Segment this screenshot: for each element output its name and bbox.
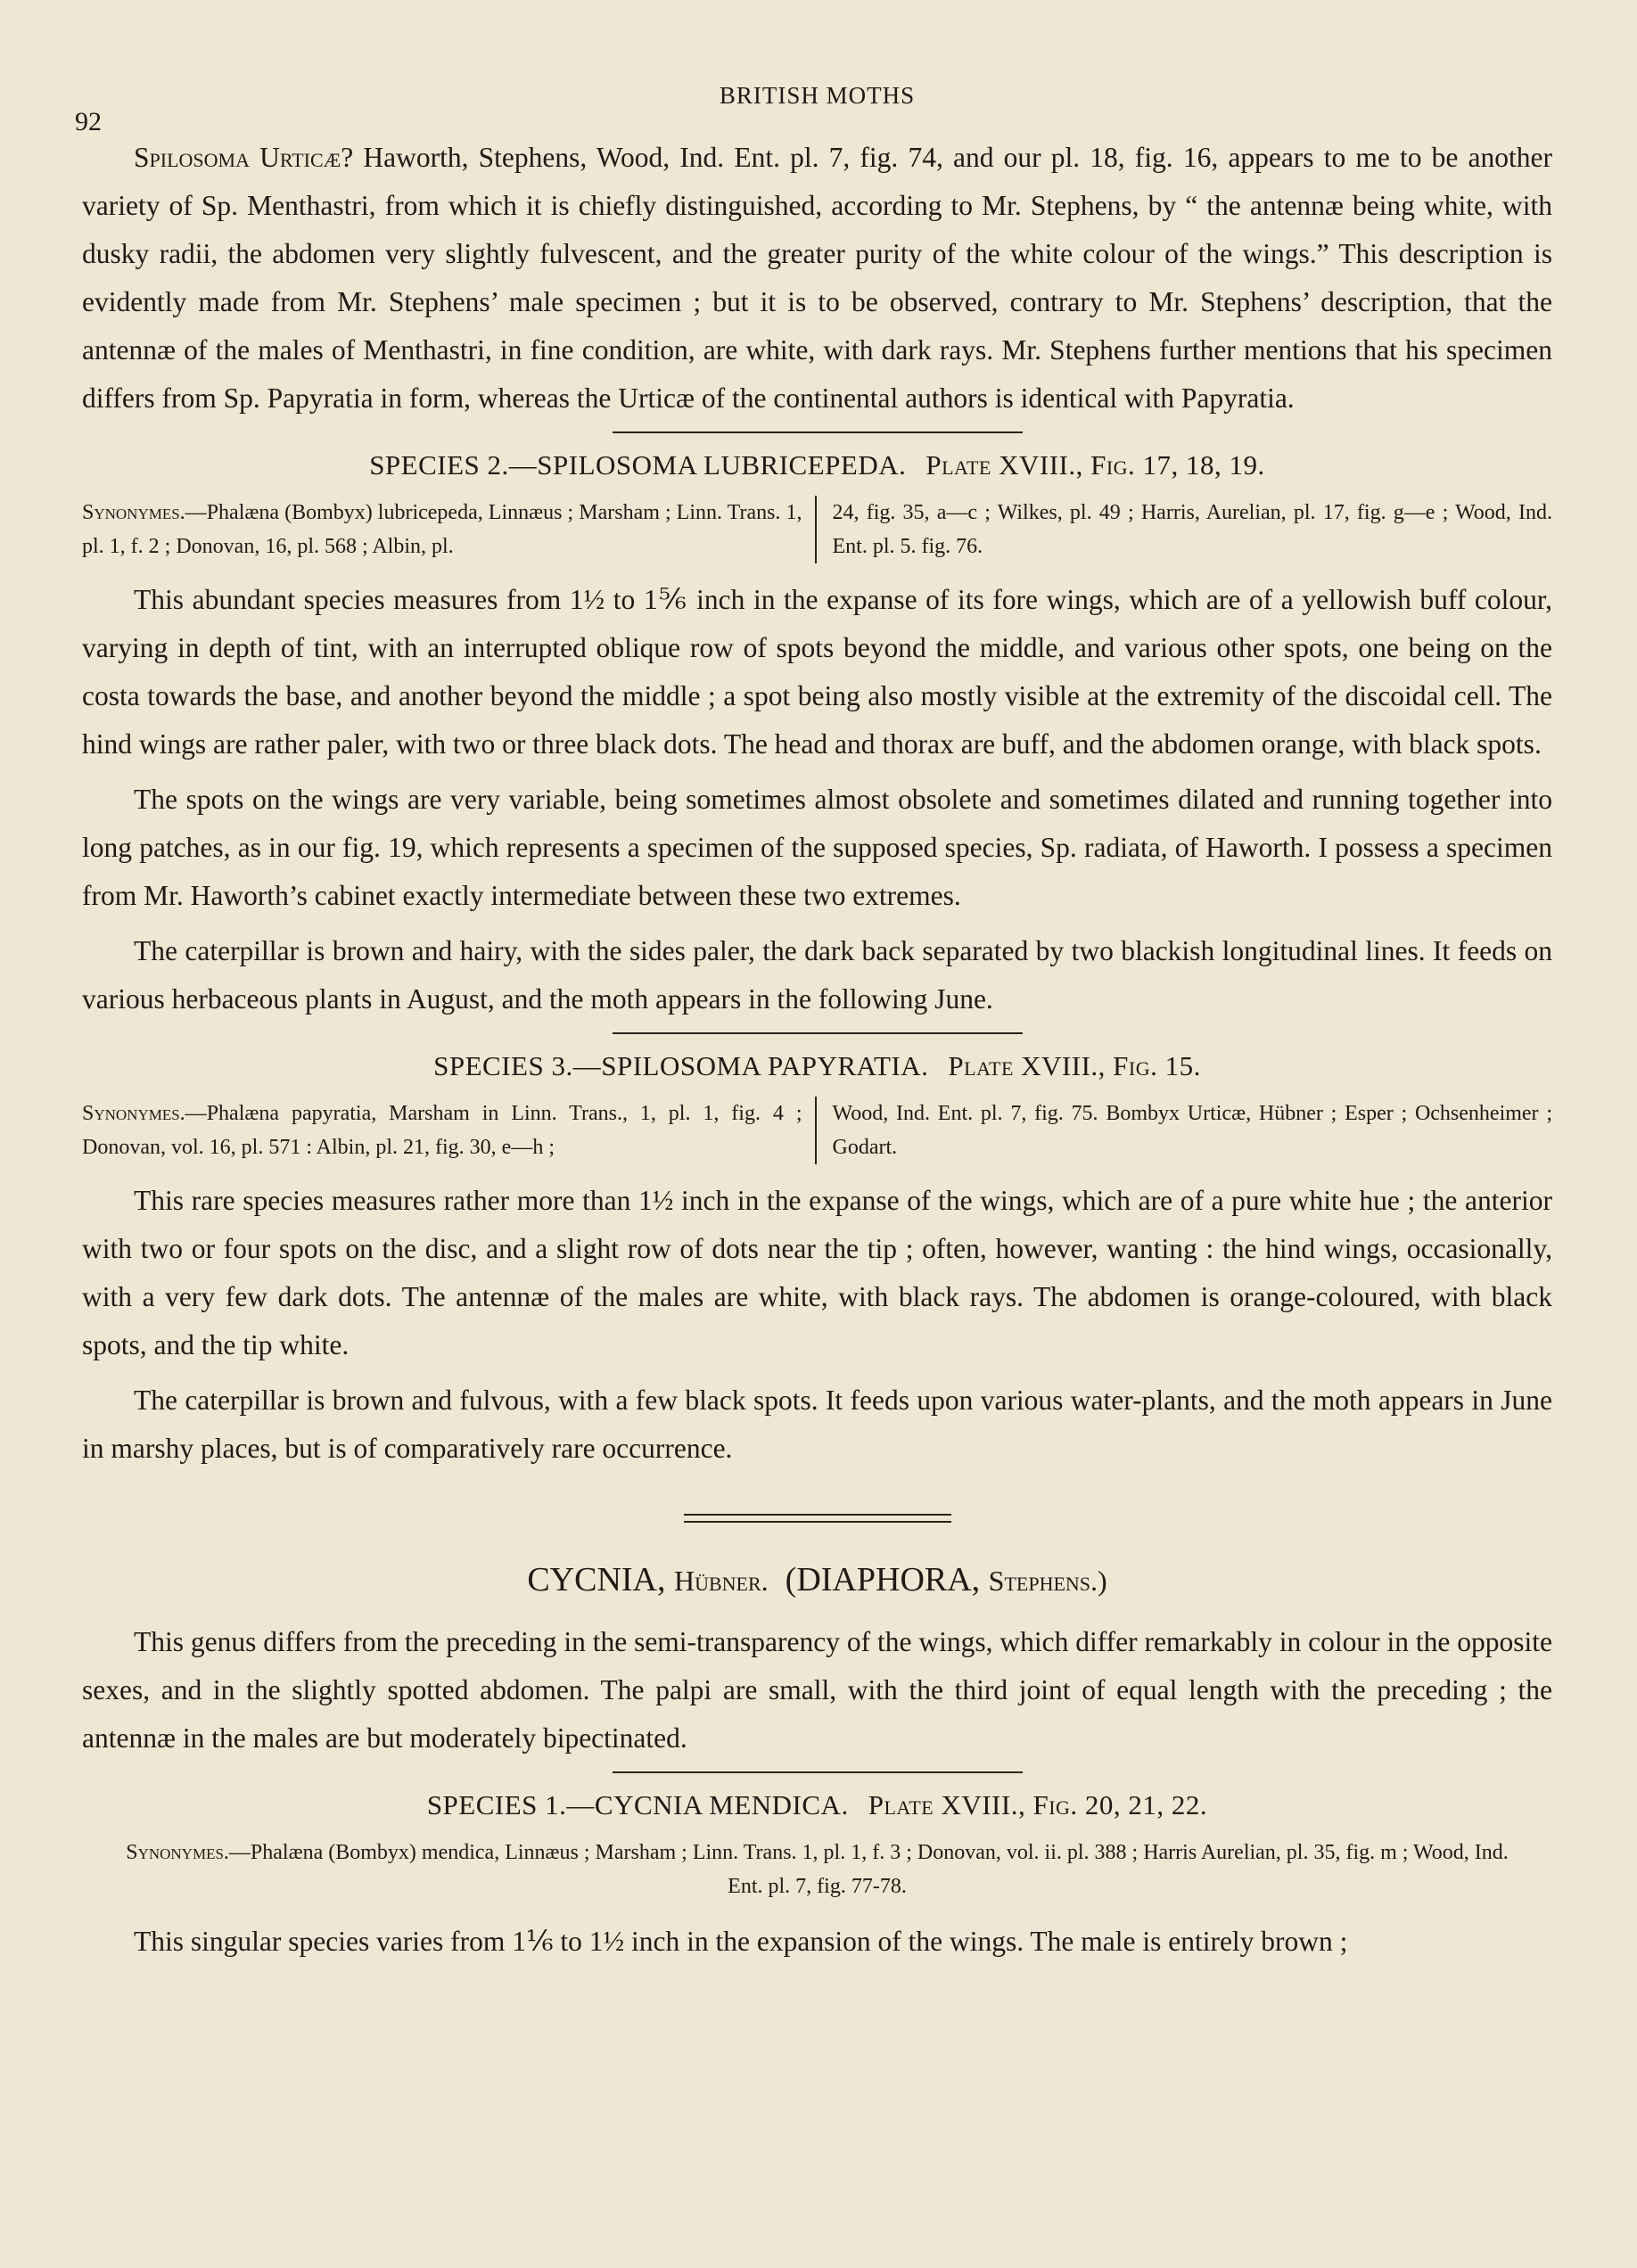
species3-heading [82, 1045, 1552, 1088]
genus-divider [684, 1514, 951, 1523]
genus-description: This genus differs from the preceding in the semi-transparency of the wings, which differ remarkably in colour in the opposite sexes, and in the slightly spotted abdomen. The palpi are small, with the third joint of equal length with the preceding ; the antennæ in the males are but moderately bipectinated. [82, 1626, 1552, 1754]
genus-alt-author: Stephens.) [988, 1565, 1107, 1597]
synonyms-label: Synonymes.— [126, 1841, 251, 1864]
species3-plate: Plate XVIII., Fig. 15. [948, 1050, 1201, 1081]
section-rule [613, 1771, 1023, 1773]
species2-paragraph-2: The spots on the wings are very variable, being sometimes almost obsolete and sometimes dilated and running together into long patches, as in our fig. 19, which represents a specimen of the supposed species, Sp. radiata, of Haworth. I possess a specimen from Mr. Haworth’s cabinet exactly intermediate between these two extremes. [82, 784, 1552, 911]
section-rule [613, 431, 1023, 433]
species3-synonyms [82, 1097, 1552, 1164]
species3-paragraph-1: This rare species measures rather more than 1½ inch in the expanse of the wings, which are of a pure white hue ; the anterior with two or four spots on the disc, and a slight row of dots near the tip ; often, however, wanting : the hind wings, occasionally, with a very few dark dots. The antennæ of the males are white, with black rays. The abdomen is orange-coloured, with black spots, and the tip white. [82, 1185, 1552, 1360]
synonyms-left-text: Phalæna (Bombyx) lubricepeda, Linnæus ; Marsham ; Linn. Trans. 1, pl. 1, f. 2 ; Donovan, 16, pl. 568 ; Albin, pl. [82, 501, 802, 558]
species2-title: SPECIES 2.—SPILOSOMA LUBRICEPEDA. [369, 449, 907, 481]
intro-text: Haworth, Stephens, Wood, Ind. Ent. pl. 7, fig. 74, and our pl. 18, fig. 16, appears to me to be another variety of Sp. Menthastri, from which it is chiefly distinguished, according to Mr. Stephens, by “ the antennæ being white, with dusky radii, the abdomen very slightly fulvescent, and the greater purity of the white colour of the wings.” This description is evidently made from Mr. Stephens’ male specimen ; but it is to be observed, contrary to Mr. Stephens’ description, that the antennæ of the males of Menthastri, in fine condition, are white, with dark rays. Mr. Stephens further mentions that his specimen differs from Sp. Papyratia in form, whereas the Urticæ of the continental authors is identical with Papyratia. [82, 142, 1552, 414]
species2-paragraph-1: This abundant species measures from 1½ to 1⅚ inch in the expanse of its fore wings, which are of a yellowish buff colour, varying in depth of tint, with an interrupted oblique row of spots beyond the middle, and various other spots, one being on the costa towards the base, and another beyond the middle ; a spot being also mostly visible at the extremity of the discoidal cell. The hind wings are rather paler, with two or three black dots. The head and thorax are buff, and the abdomen orange, with black spots. [82, 584, 1552, 760]
page-number: 92 [75, 107, 102, 136]
synonyms-label: Synonymes.— [82, 1102, 207, 1125]
species1-synonyms [109, 1836, 1526, 1903]
section-rule [613, 1032, 1023, 1034]
species3-title: SPECIES 3.—SPILOSOMA PAPYRATIA. [433, 1050, 929, 1081]
genus-name: CYCNIA, [527, 1561, 666, 1598]
species2-plate: Plate XVIII., Fig. 17, 18, 19. [925, 449, 1265, 481]
species3-paragraph-2: The caterpillar is brown and fulvous, with a few black spots. It feeds upon various water-plants, and the moth appears in June in marshy places, but is of comparatively rare occurrence. [82, 1385, 1552, 1464]
species3-synonyms-left [82, 1097, 817, 1164]
species2-synonyms [82, 496, 1552, 563]
species2-heading [82, 444, 1552, 487]
intro-lead-name: Spilosoma Urticæ? [134, 142, 354, 173]
genus-heading [82, 1555, 1552, 1606]
intro-paragraph [82, 134, 1552, 423]
synonyms-label: Synonymes.— [82, 501, 207, 524]
species2-paragraph-3: The caterpillar is brown and hairy, with the sides paler, the dark back separated by two blackish longitudinal lines. It feeds on various herbaceous plants in August, and the moth appears in the following June. [82, 935, 1552, 1015]
synonyms-left-text: Phalæna papyratia, Marsham in Linn. Trans., 1, pl. 1, fig. 4 ; Donovan, vol. 16, pl. 571 : Albin, pl. 21, fig. 30, e—h ; [82, 1102, 802, 1159]
species1-paragraph-1: This singular species varies from 1⅙ to 1½ inch in the expansion of the wings. The male is entirely brown ; [134, 1926, 1348, 1957]
species2-synonyms-left [82, 496, 817, 563]
species3-synonyms-right: Wood, Ind. Ent. pl. 7, fig. 75. Bombyx Urticæ, Hübner ; Esper ; Ochsenheimer ; Godart. [832, 1102, 1552, 1159]
species1-plate: Plate XVIII., Fig. 20, 21, 22. [868, 1789, 1208, 1820]
species2-synonyms-right: 24, fig. 35, a—c ; Wilkes, pl. 49 ; Harris, Aurelian, pl. 17, fig. g—e ; Wood, Ind. Ent. pl. 5. fig. 76. [832, 501, 1552, 558]
running-title: BRITISH MOTHS [719, 82, 916, 109]
synonyms-text: Phalæna (Bombyx) mendica, Linnæus ; Marsham ; Linn. Trans. 1, pl. 1, f. 3 ; Donovan, vol. ii. pl. 388 ; Harris Aurelian, pl. 35, fig. m ; Wood, Ind. Ent. pl. 7, fig. 77-78. [250, 1841, 1509, 1898]
genus-alt-name: (DIAPHORA, [785, 1561, 981, 1598]
species1-heading [82, 1784, 1552, 1827]
species1-title: SPECIES 1.—CYCNIA MENDICA. [426, 1789, 849, 1820]
genus-author: Hübner. [674, 1565, 769, 1597]
page-header [75, 71, 1552, 136]
